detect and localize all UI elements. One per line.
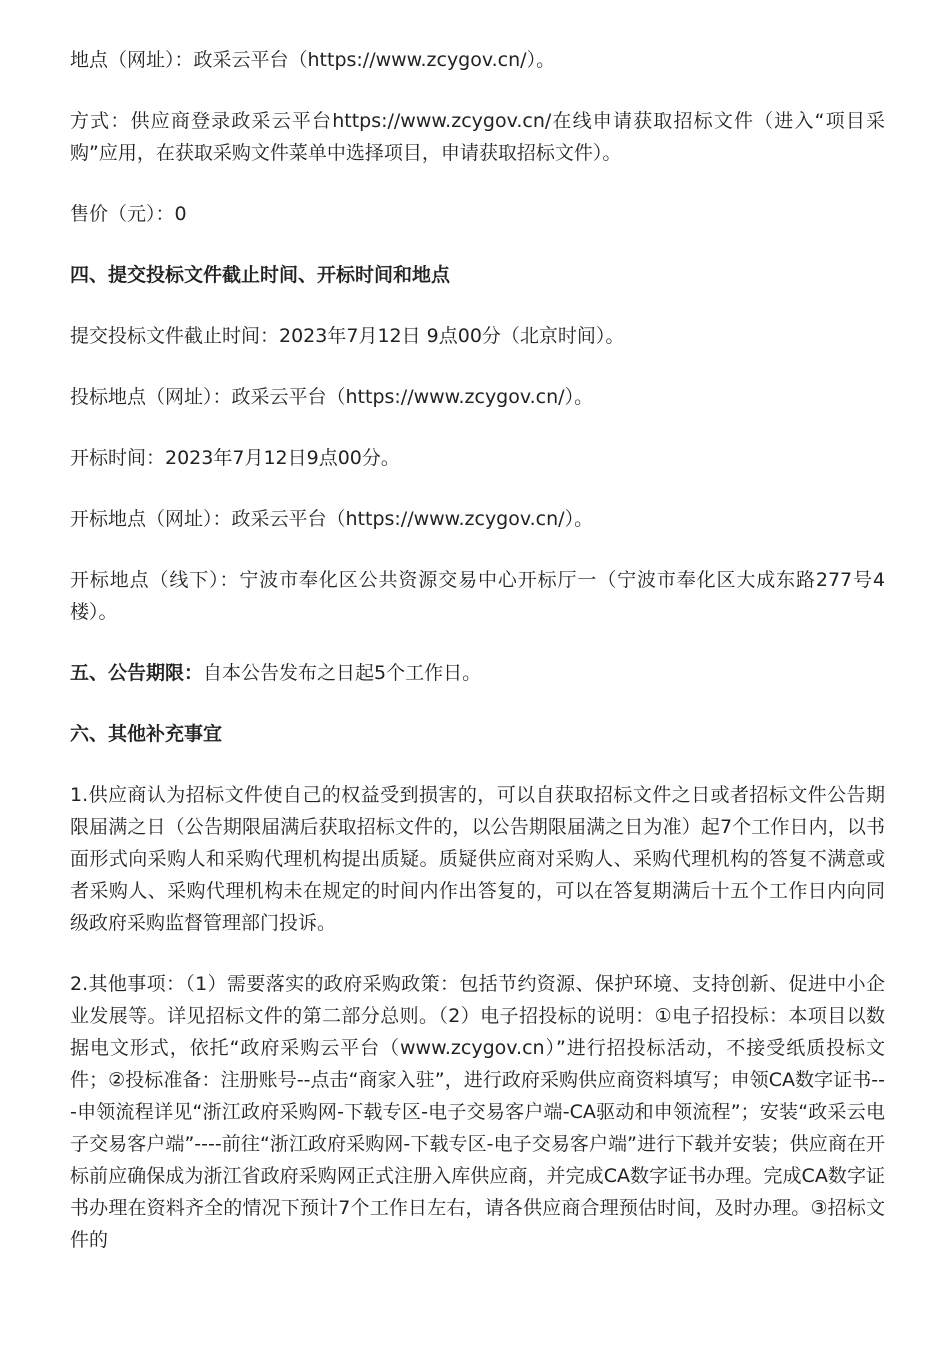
paragraph-bid-location: 投标地点（网址）：政采云平台（https://www.zcygov.cn/）。 — [70, 386, 594, 408]
paragraph-acquisition-method: 方式：供应商登录政采云平台https://www.zcygov.cn/在线申请获取招标文件（进入“项目采购”应用，在获取采购文件菜单中选择项目，申请获取招标文件）。 — [70, 110, 885, 164]
paragraph-price: 售价（元）：0 — [70, 203, 187, 225]
paragraph-announcement-period — [70, 657, 885, 689]
paragraph-submission-deadline: 提交投标文件截止时间：2023年7月12日 9点00分（北京时间）。 — [70, 325, 625, 347]
paragraph-opening-location-offline: 开标地点（线下）：宁波市奉化区公共资源交易中心开标厅一（宁波市奉化区大成东路277号4楼）。 — [70, 569, 885, 623]
paragraph-supplier-complaint: 1.供应商认为招标文件使自己的权益受到损害的，可以自获取招标文件之日或者招标文件公告期限届满之日（公告期限届满后获取招标文件的，以公告期限届满之日为准）起7个工作日内，以书面形式向采购人和采购代理机构提出质疑。质疑供应商对采购人、采购代理机构的答复不满意或者采购人、采购代理机构未在规定的时间内作出答复的，可以在答复期满后十五个工作日内向同级政府采购监督管理部门投诉。 — [70, 784, 885, 934]
paragraph-location-url: 地点（网址）：政采云平台（https://www.zcygov.cn/）。 — [70, 49, 556, 71]
paragraph-opening-location-online: 开标地点（网址）：政采云平台（https://www.zcygov.cn/）。 — [70, 508, 594, 530]
section-heading-4: 四、提交投标文件截止时间、开标时间和地点 — [70, 264, 451, 286]
document-body — [70, 44, 885, 1285]
paragraph-other-matters: 2.其他事项：（1）需要落实的政府采购政策：包括节约资源、保护环境、支持创新、促进中小企业发展等。详见招标文件的第二部分总则。（2）电子招投标的说明：①电子招投标：本项目以数据电文形式，依托“政府采购云平台（www.zcygov.cn）”进行招投标活动，不接受纸质投标文件；②投标准备：注册账号--点击“商家入驻”，进行政府采购供应商资料填写；申领CA数字证书---申领流程详见“浙江政府采购网-下载专区-电子交易客户端-CA驱动和申领流程”；安装“政采云电子交易客户端”----前往“浙江政府采购网-下载专区-电子交易客户端”进行下载并安装；供应商在开标前应确保成为浙江省政府采购网正式注册入库供应商，并完成CA数字证书办理。完成CA数字证书办理在资料齐全的情况下预计7个工作日左右，请各供应商合理预估时间，及时办理。③招标文件的 — [70, 973, 885, 1251]
announcement-period-text: 自本公告发布之日起5个工作日。 — [203, 662, 482, 684]
paragraph-opening-time: 开标时间：2023年7月12日9点00分。 — [70, 447, 400, 469]
section-heading-6: 六、其他补充事宜 — [70, 723, 223, 745]
section-heading-5: 五、公告期限： — [70, 662, 204, 684]
